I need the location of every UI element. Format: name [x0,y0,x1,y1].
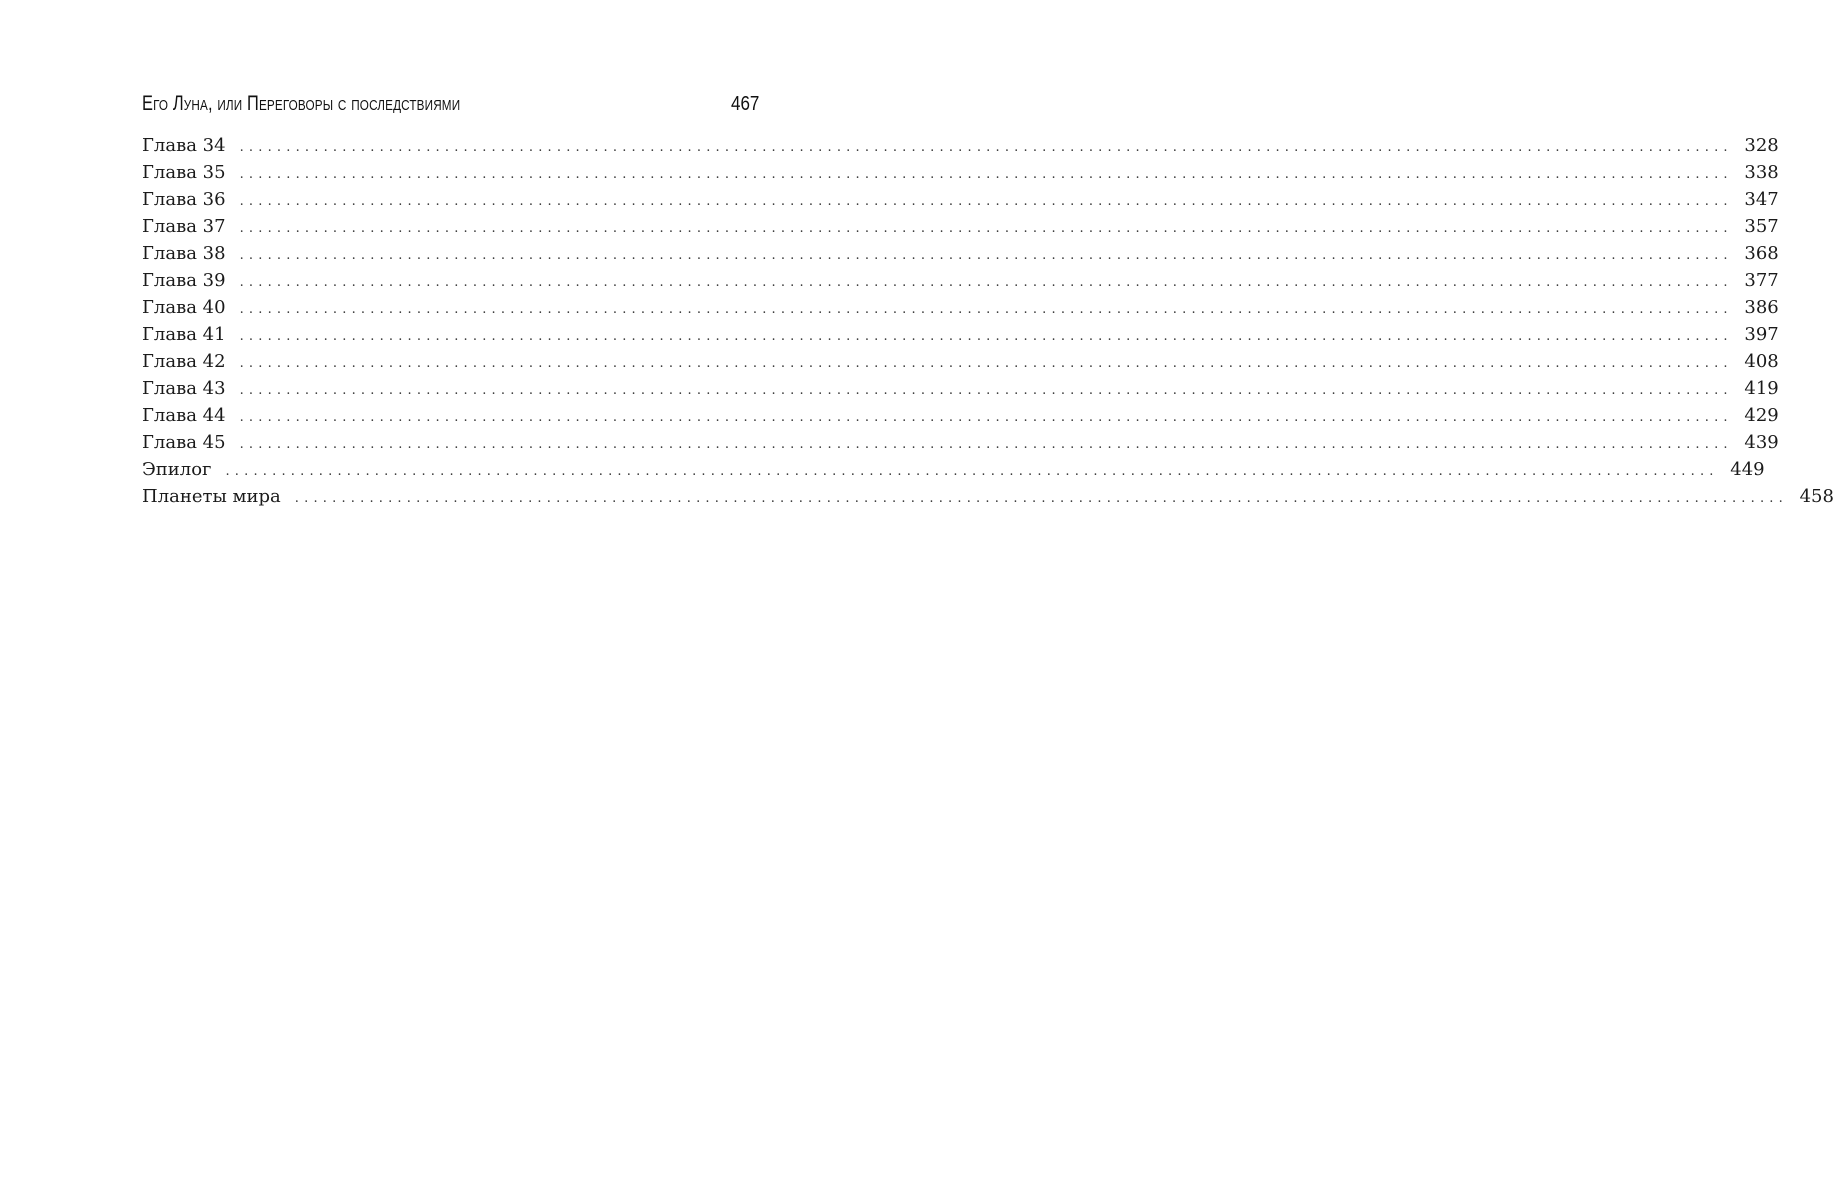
toc-entry [142,213,1779,240]
toc-entry-page: 338 [1744,162,1779,183]
toc-entry-label: Глава 40 [142,297,226,318]
dot-leader: ................................................................................................................................................................ [239,140,1733,155]
toc-entry [142,375,1779,402]
dot-leader: ................................................................................................................................................................ [239,410,1733,425]
toc-entry-page: 449 [1730,459,1765,480]
toc-entry-page: 368 [1744,243,1779,264]
toc-entry-label: Глава 39 [142,270,226,291]
toc-entry [142,267,1779,294]
running-title: Его Луна, или Переговоры с последствиями [142,92,461,115]
dot-leader: ................................................................................................................................................................ [239,302,1733,317]
toc-entry-label: Глава 35 [142,162,226,183]
toc-entry [142,186,1779,213]
dot-leader: ................................................................................................................................................................ [239,275,1733,290]
toc-entry-label: Глава 42 [142,351,226,372]
toc-entry-label: Глава 43 [142,378,226,399]
dot-leader: ................................................................................................................................................................ [239,194,1733,209]
toc-entry-label: Глава 38 [142,243,226,264]
toc-entry-page: 439 [1744,432,1779,453]
toc-entry-page: 357 [1744,216,1779,237]
toc-entry-label: Глава 36 [142,189,226,210]
toc-entry-page: 429 [1744,405,1779,426]
toc-entry [142,456,1765,483]
toc-entry-label: Глава 34 [142,135,226,156]
toc-entry [142,132,1779,159]
toc-entry-page: 386 [1744,297,1779,318]
toc-entry-label: Глава 37 [142,216,226,237]
toc-entry-page: 347 [1744,189,1779,210]
toc-entry-page: 419 [1744,378,1779,399]
toc-entry-page: 377 [1744,270,1779,291]
toc-entry [142,402,1779,429]
dot-leader: ................................................................................................................................................................ [239,329,1733,344]
toc-entry-page: 328 [1744,135,1779,156]
toc-entry-label: Глава 44 [142,405,226,426]
toc-entry [142,294,1779,321]
toc-entry [142,483,1834,510]
dot-leader: ................................................................................................................................................................ [239,167,1733,182]
toc-entry [142,348,1779,375]
toc-entry-label: Глава 41 [142,324,226,345]
toc-entry-label: Планеты мира [142,486,281,507]
dot-leader: ................................................................................................................................................................ [239,437,1733,452]
running-head [142,80,759,116]
toc-entry [142,159,1779,186]
toc-entry [142,240,1779,267]
dot-leader: ................................................................................................................................................................ [239,248,1733,263]
toc-entry [142,321,1779,348]
dot-leader: ................................................................................................................................................................ [239,221,1733,236]
toc-entry-label: Глава 45 [142,432,226,453]
toc-entry-page: 458 [1799,486,1834,507]
toc-entry-page: 408 [1744,351,1779,372]
page-number: 467 [730,93,759,115]
dot-leader: ................................................................................................................................................................ [239,383,1733,398]
dot-leader: ................................................................................................................................................................ [225,464,1719,479]
dot-leader: ................................................................................................................................................................ [294,491,1788,506]
toc-entry-page: 397 [1744,324,1779,345]
table-of-contents [142,132,1834,510]
toc-entry [142,429,1779,456]
toc-entry-label: Эпилог [142,459,212,480]
dot-leader: ................................................................................................................................................................ [239,356,1733,371]
